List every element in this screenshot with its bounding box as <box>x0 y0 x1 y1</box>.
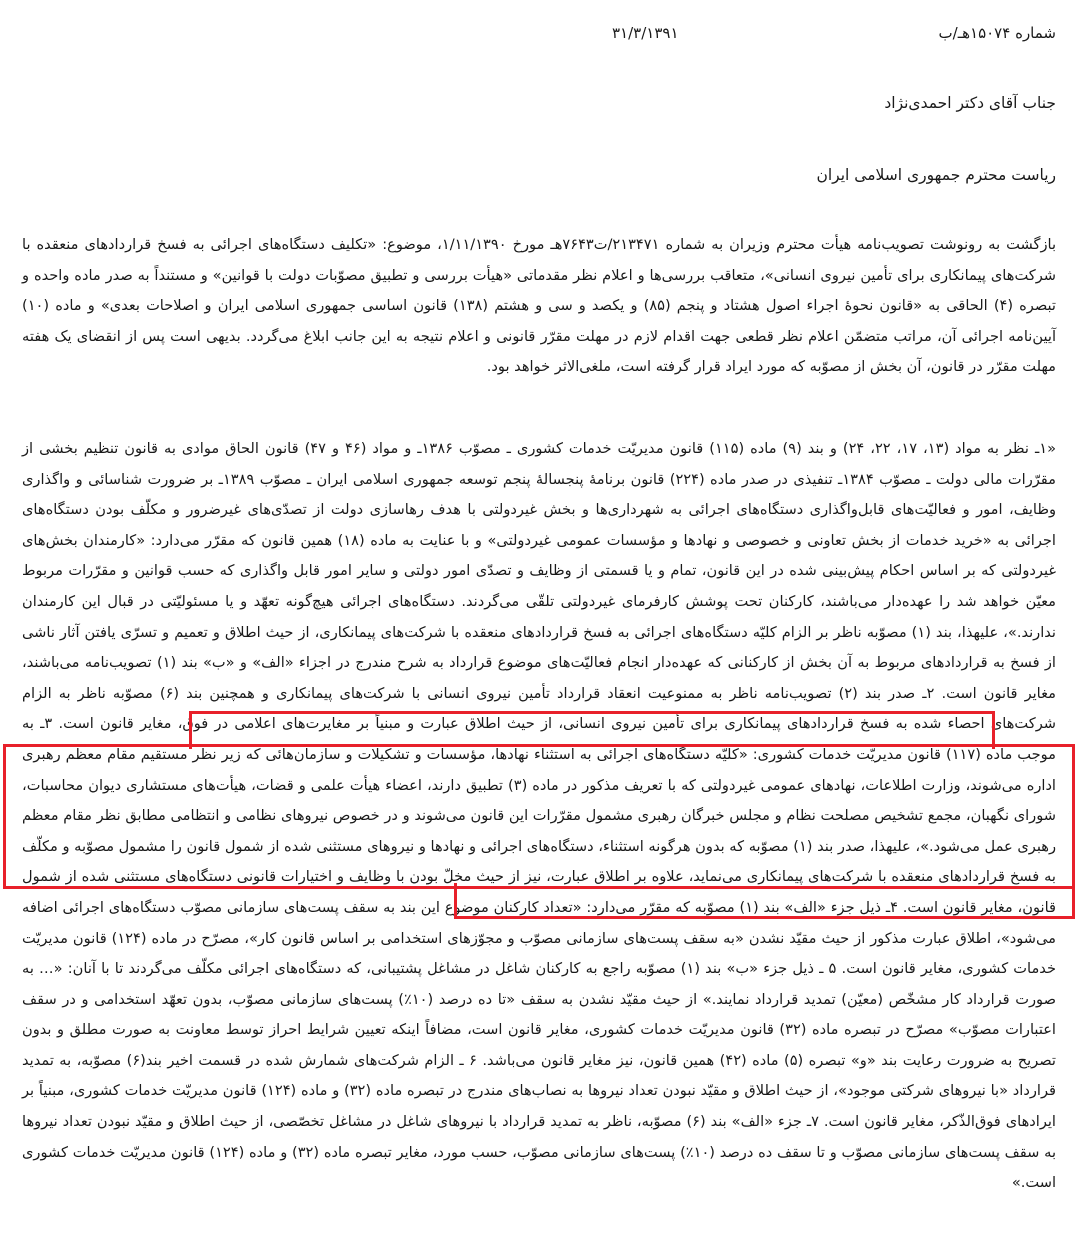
letter-date: ۳۱/۳/۱۳۹۱ <box>612 24 679 42</box>
recipient-name: جناب آقای دکتر احمدی‌نژاد <box>884 94 1056 112</box>
rulings-part-1: «۱ـ نظر به مواد (۱۳، ۱۷، ۲۲، ۲۴) و بند (۹) ماده (۱۱۵) قانون مدیریّت خدمات کشوری ـ مصوّب ۱۳۸۶ـ و مواد (۴۶ و ۴۷) قانون الحاق موادی به قانون تنظیم بخشی از مقرّرات مالی دولت ـ مصوّب ۱۳۸۴ـ تنفیذی در صدر ماده (۲۲۴) قانون برنامهٔ پنجسالهٔ پنجم توسعه جمهوری اسلامی ایران ـ مصوّب ۱۳۸۹ـ بر ضرورت شناسائی و واگذاری وظایف، امور و فعالیّت‌های قابل‌واگذاری دستگاه‌های اجرائی به شهرداری‌ها و بخش غیردولتی با هدف رهاسازی دولت از تصدّی‌های غیرضرور و مکلّف بودن دستگاه‌های اجرائی به «خرید خدمات از بخش تعاونی و خصوصی و نهادها و مؤسسات عمومی غیردولتی» و با عنایت به ماده (۱۸) همین قانون که مقرّر می‌دارد: «کارمندان بخش‌های غیردولتی که بر اساس احکام پیش‌بینی شده در این قانون، تمام و یا قسمتی از وظایف و تصدّی امور دولتی و سایر امور قابل واگذاری که حسب قوانین و مقرّرات مربوط معیّن خواهد شد را عهده‌دار می‌باشند، کارکنان تحت پوشش کارفرمای غیردولتی تلقّی می‌گردند. دستگاه‌های اجرائی هیچ‌گونه تعهّد و یا مسئولیّتی در قبال این کارمندان ندارند.»، علیهذا، بند (۱) مصوّبه ناظر بر الزام کلیّه دستگاه‌های اجرائی به فسخ قراردادهای منعقده با شرکت‌های پیمانکاری، از حیث اطلاق و تعمیم و تسرّی یافتن آثار ناشی از فسخ به قراردادهای مربوط به آن بخش از کارکنانی که عهده‌دار انجام فعالیّت‌های موضوع قرارداد به شرح مندرج در اجزاء «الف» و «ب» بند (۱) تصویب‌نامه می‌باشند، مغایر قانون است. ۲ـ صدر بند (۲) تصویب‌نامه ناظر به ممنوعیت انعقاد قرارداد تأمین نیروی انسانی با شرکت‌های پیمانکاری و همچنین بند (۶) مصوّبه ناظر به الزام شرکت‌های احصاء شده به فسخ قراردادهای پیمانکاری برای تأمین نیروی انسانی، از حیث اطلاق عبارت و مبنیاً بر مغایرت‌های اعلامی در فوق، مغایر قانون است. <box>22 440 1057 733</box>
letter-number: شماره ۱۵۰۷۴هـ/ب <box>938 24 1056 42</box>
recipient-title: ریاست محترم جمهوری اسلامی ایران <box>816 166 1056 184</box>
rulings-part-2: ۴ـ ذیل جزء «الف» بند (۱) مصوّبه که مقرّر می‌دارد: «تعداد کارکنان موضوع این بند به سقف پست‌های سازمانی مصوّب دستگاه‌های اجرائی اضافه می‌شود»، اطلاق عبارت مذکور از حیث مقیّد نشدن «به سقف پست‌های سازمانی مصوّب و مجوّزهای استخدامی بر اساس قانون کار»، مصرّح در ماده (۱۲۴) قانون مدیریّت خدمات کشوری، مغایر قانون است. ۵ ـ ذیل جزء «ب» بند (۱) مصوّبه راجع به کارکنان شاغل در مشاغل پشتیبانی، که دستگاه‌های اجرائی مکلّف می‌گردند تا با آنان: «… به صورت قرارداد کار مشخّص (معیّن) تمدید قرارداد نمایند.» از حیث مقیّد نشدن به سقف «تا ده درصد (۱۰٪) پست‌های سازمانی مصوّب، بدون تعهّد استخدامی و در سقف اعتبارات مصوّب» مصرّح در تبصره ماده (۳۲) قانون مدیریّت خدمات کشوری، مغایر قانون است، مضافاً اینکه تعیین شرایط احراز توسط معاونت به صورت مطلق و بدون تصریح به ضرورت رعایت بند «و» تبصره (۵) ماده (۴۲) همین قانون، نیز مغایر قانون می‌باشد. ۶ ـ الزام شرکت‌های شمارش شده در قسمت اخیر بند(۶) مصوّبه، به تمدید قرارداد «با نیروهای شرکتی موجود»، از حیث اطلاق و مقیّد نبودن تعداد نیروها به نصاب‌های مندرج در تبصره ماده (۳۲) و ماده (۱۲۴) قانون مدیریّت خدمات کشوری، مبنیاً بر ایرادهای فوق‌الذّکر، مغایر قانون است. ۷ـ جزء «الف» بند (۶) مصوّبه، ناظر به تمدید قرارداد با نیروهای شاغل در مشاغل تخصّصی، از حیث اطلاق و مقیّد نبودن تعداد نیروها به سقف پست‌های سازمانی مصوّب و تا سقف ده درصد (۱۰٪) پست‌های سازمانی مصوّب، حسب مورد، مغایر تبصره ماده (۳۲) و ماده (۱۲۴) قانون مدیریّت خدمات کشوری است.» <box>22 898 1057 1192</box>
rulings-paragraph <box>22 434 1056 1199</box>
intro-paragraph: بازگشت به رونوشت تصویب‌نامه هیأت محترم وزیران به شماره ۲۱۳۴۷۱/ت۷۶۴۳هـ مورخ ۱/۱۱/۱۳۹۰، موضوع: «تکلیف دستگاه‌های اجرائی به فسخ قراردادهای منعقده با شرکت‌های پیمانکاری برای تأمین نیروی انسانی»، متعاقب بررسی‌ها و اعلام نظر مقدماتی «هیأت بررسی و تطبیق مصوّبات دولت با قوانین» و مستنداً به صدر ماده واحده و تبصره (۴) الحاقی به «قانون نحوهٔ اجراء اصول هشتاد و پنجم (۸۵) و یکصد و سی و هشتم (۱۳۸) قانون اساسی جمهوری اسلامی ایران و اصلاحات بعدی» و ماده (۱۰) آیین‌نامه اجرائی آن، مراتب متضمّن اعلام نظر قطعی جهت اقدام لازم در مهلت مقرّر قانونی و اعلام نتیجه به این جانب ابلاغ می‌گردد. بدیهی است پس از انقضای یک هفته مهلت مقرّر در قانون، آن بخش از مصوّبه که مورد ایراد قرار گرفته است، ملغی‌الاثر خواهد بود. <box>22 236 1057 375</box>
highlighted-ruling-3: ۳ـ به موجب ماده (۱۱۷) قانون مدیریّت خدمات کشوری: «کلیّه دستگاه‌های اجرائی به استثناء نهادها، مؤسسات و تشکیلات و سازمان‌هائی که زیر نظر مستقیم مقام معظم رهبری اداره می‌شوند، وزارت اطلاعات، نهادهای عمومی غیردولتی که با تعریف مذکور در ماده (۳) تطبیق دارند، اعضاء هیأت علمی و قضات، هیأت‌های مستشاری دیوان محاسبات، شورای نگهبان، مجمع تشخیص مصلحت نظام و مجلس خبرگان رهبری مشمول مقرّرات این قانون می‌شوند و در خصوص نیروهای نظامی و انتظامی مطابق نظر مقام معظم رهبری عمل می‌شود.»، علیهذا، صدر بند (۱) مصوّبه که بدون هرگونه استثناء، دستگاه‌های اجرائی و نهادها و نیروهای مستثنی شده از شمول قانون را مشمول مصوّبه و مکلّف به فسخ قراردادهای منعقده با شرکت‌های پیمانکاری می‌نماید، علاوه بر اطلاق عبارت، نیز از حیث مخلّ بودن با وظایف و اختیارات قانونی دستگاه‌های مستثنی شده از شمول قانون، مغایر قانون است. <box>22 715 1056 916</box>
